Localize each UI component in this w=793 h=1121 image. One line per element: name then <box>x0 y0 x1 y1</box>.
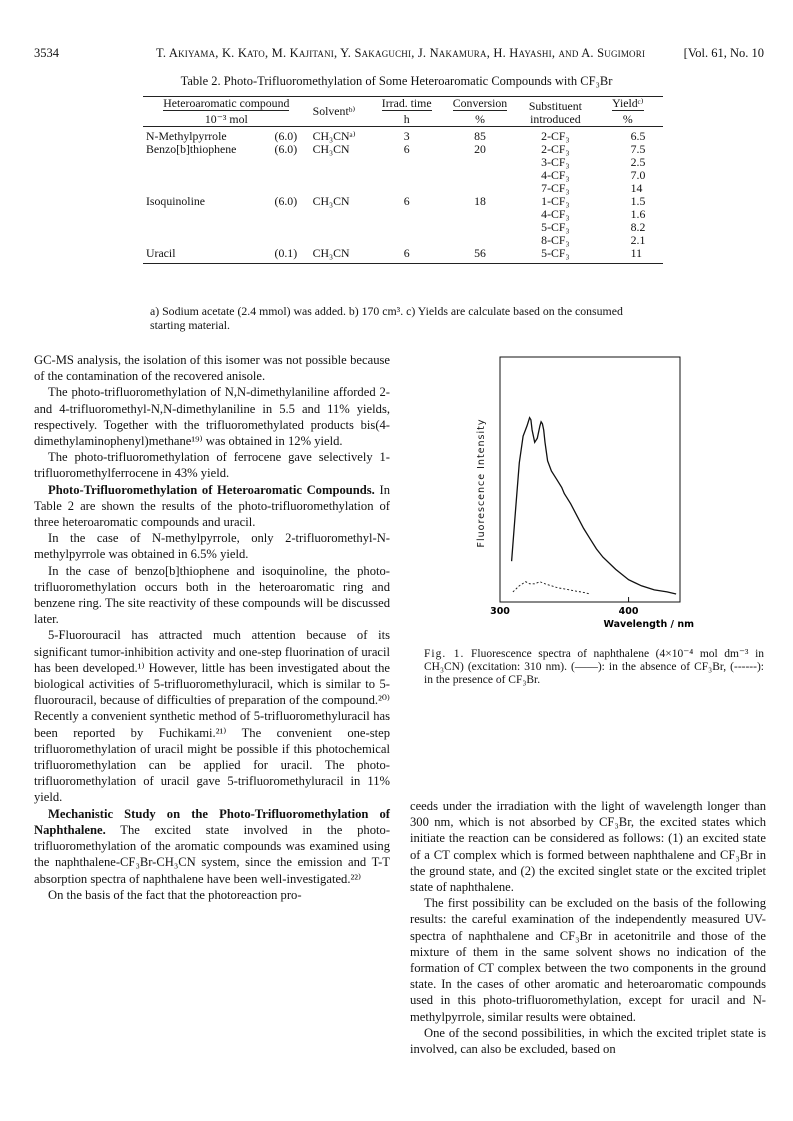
paragraph <box>34 449 390 481</box>
paragraph <box>34 806 390 887</box>
cell-compound: Benzo[b]thiophene <box>146 142 237 156</box>
th-time: Irrad. time <box>381 96 432 110</box>
th-substituent-2: introduced <box>530 112 581 126</box>
paragraph-text: The excited state involved in the photo-trifluoromethylation of the aromatic compounds was examined using the naphthalene-CF₃Br-CH₃CN system, since the emission and T-T absorption spectra of naphthalene have been well-investigated.²²⁾ <box>34 822 391 886</box>
page-number: 3534 <box>34 46 59 60</box>
th-conversion: Conversion <box>452 96 508 110</box>
th-substituent: Substituent <box>528 99 582 113</box>
cell-time: 3 <box>403 129 410 143</box>
cell-substituent: 2-CF₃ <box>541 142 570 156</box>
cell-amount <box>272 221 310 234</box>
paragraph-text: One of the second possibilities, in which the excited triplet state is involved, can also be excluded, based on <box>410 1025 766 1057</box>
cell-substituent: 8-CF₃ <box>541 233 570 247</box>
table-row <box>143 221 663 234</box>
cell-yield: 6.5 <box>630 129 646 143</box>
cell-solvent <box>310 169 372 182</box>
table-row <box>143 143 663 156</box>
cell-compound: Isoquinoline <box>146 194 205 208</box>
section-heading: Mechanistic Study on the Photo-Trifluoromethylation of Naphthalene. <box>34 806 390 837</box>
paragraph-text: On the basis of the fact that the photoreaction pro- <box>48 887 302 902</box>
cell-time <box>372 221 442 234</box>
cell-amount: (0.1) <box>274 246 298 260</box>
figure-caption <box>424 648 764 688</box>
cell-substituent: 7-CF₃ <box>541 181 570 195</box>
cell-substituent: 3-CF₃ <box>541 155 570 169</box>
cell-yield: 1.6 <box>630 207 646 221</box>
cell-amount: (6.0) <box>274 129 298 143</box>
th-yield: Yieldᶜ⁾ <box>612 96 644 110</box>
table-caption: Table 2. Photo-Trifluoromethylation of Some Heteroaromatic Compounds with CF₃Br <box>180 74 613 88</box>
table-row <box>143 127 663 144</box>
section-heading: Photo-Trifluoromethylation of Heteroaromatic Compounds. <box>48 482 375 497</box>
cell-time <box>372 208 442 221</box>
th-conversion-unit: % <box>475 112 485 126</box>
cell-amount: (6.0) <box>274 142 298 156</box>
cell-amount <box>272 208 310 221</box>
th-compound: Heteroaromatic compound <box>163 96 290 110</box>
paragraph <box>34 482 390 531</box>
cell-time <box>372 169 442 182</box>
cell-solvent: CH₃CN <box>312 194 350 208</box>
left-text-column <box>34 352 390 903</box>
cell-yield: 11 <box>630 246 642 260</box>
paragraph-text: GC-MS analysis, the isolation of this isomer was not possible because of the contamination of the recovered anisole. <box>34 353 390 384</box>
table-row <box>143 182 663 195</box>
figure-caption-text: Fluorescence spectra of naphthalene (4×10⁻⁴ mol dm⁻³ in CH₃CN) (excitation: 310 nm). (——): in the absence of CF₃Br, (------): in the presence of CF₃Br. <box>424 648 765 687</box>
table-row <box>143 247 663 264</box>
table-row <box>143 208 663 221</box>
cell-compound <box>143 208 272 221</box>
paragraph <box>34 352 390 384</box>
cell-time: 6 <box>403 246 410 260</box>
cell-conversion: 20 <box>474 142 486 156</box>
series-without-cf3br-line <box>512 418 676 594</box>
cell-yield: 2.1 <box>630 233 646 247</box>
right-text-column <box>410 798 766 1057</box>
cell-compound: Uracil <box>146 246 176 260</box>
journal-volume: [Vol. 61, No. 10 <box>683 46 764 60</box>
th-yield-unit: % <box>622 112 633 126</box>
table-row <box>143 156 663 169</box>
cell-yield: 7.0 <box>630 168 646 182</box>
paragraph-text: In Table 2 are shown the results of the photo-trifluoromethylation of three heteroaromatic compounds and uracil. <box>34 482 390 530</box>
cell-substituent: 5-CF₃ <box>541 220 570 234</box>
cell-conversion: 18 <box>474 194 486 208</box>
x-tick-label: 300 <box>490 606 510 617</box>
paragraph <box>34 887 390 903</box>
paragraph <box>410 895 766 1025</box>
cell-solvent <box>310 156 372 169</box>
y-axis-label: Fluorescence Intensity <box>476 418 487 548</box>
cell-solvent: CH₃CN <box>312 246 350 260</box>
paragraph <box>410 1025 766 1057</box>
running-authors: T. Akiyama, K. Kato, M. Kajitani, Y. Sakaguchi, J. Nakamura, H. Hayashi, and A. Sugimori <box>156 46 646 60</box>
cell-yield: 1.5 <box>630 194 646 208</box>
cell-yield: 14 <box>630 181 643 195</box>
cell-compound <box>143 156 272 169</box>
cell-time <box>372 156 442 169</box>
cell-time: 6 <box>403 142 410 156</box>
paragraph-text: The first possibility can be excluded on the basis of the following results: the careful examination of the independently measured UV-spectra of naphthalene and CF₃Br in acetonitrile and those of the mixture of them in the same solvent shows no indication of the formation of CT complex between the two components in the ground state. In the cases of other aromatic and heteroaromatic compounds used in this photo-trifluoromethylation, except for uracil and N-methylpyrrole, similar results were obtained. <box>410 896 766 1024</box>
paragraph-text: In the case of benzo[b]thiophene and isoquinoline, the photo-trifluoromethylation occurs both in the heteroaromatic ring and benzene ring. The site reactivity of these compounds will be discussed later. <box>34 563 390 627</box>
cell-substituent: 2-CF₃ <box>541 129 570 143</box>
cell-solvent: CH₃CN <box>312 142 350 156</box>
cell-solvent <box>310 208 372 221</box>
cell-amount <box>272 169 310 182</box>
paragraph-text: ceeds under the irradiation with the light of wavelength longer than 300 nm, which is not absorbed by CF₃Br, the excited states which initiate the reaction can be considered as follows: (1) an excited state of a CT complex which is formed between naphthalene and CF₃Br in the ground state, and (2) the excited singlet state or the excited triplet state of naphthalene. <box>410 799 766 895</box>
cell-conversion: 85 <box>474 129 486 143</box>
th-compound-unit: 10⁻³ mol <box>204 112 248 126</box>
cell-conversion <box>442 221 518 234</box>
paragraph <box>34 384 390 449</box>
cell-compound <box>143 221 272 234</box>
cell-substituent: 5-CF₃ <box>541 246 570 260</box>
plot-frame <box>500 357 680 602</box>
th-time-unit: h <box>403 112 410 126</box>
cell-conversion <box>442 208 518 221</box>
cell-conversion: 56 <box>474 246 486 260</box>
cell-substituent: 4-CF₃ <box>541 168 570 182</box>
table-row <box>143 195 663 208</box>
cell-yield: 8.2 <box>630 220 646 234</box>
th-solvent: Solventᵇ⁾ <box>312 104 356 118</box>
paragraph-text: In the case of N-methylpyrrole, only 2-trifluoromethyl-N-methylpyrrole was obtained in 6.5% yield. <box>34 531 390 562</box>
cell-time: 6 <box>403 194 410 208</box>
paragraph-text: 5-Fluorouracil has attracted much attention because of its significant tumor-inhibition activity and one-step fluorination of uracil has been developed.¹⁾ However, little has been investigated about the biological activities of 5-trifluoromethyluracil, which is similar to 5-fluorouracil, because of difficulties of preparation of the compound.²⁰⁾ Recently a convenient synthetic method of 5-trifluoromethyluracil has been reported by Fuchikami.²¹⁾ The convenient one-step trifluoromethylation of uracil might be possible if this photochemical trifluoromethylation can be applied for uracil. The photo-trifluoromethylation of uracil gave 5-trifluoromethyluracil in 11% yield. <box>34 628 390 805</box>
paragraph-text: The photo-trifluoromethylation of ferrocene gave selectively 1-trifluoromethylferrocene in 43% yield. <box>34 450 390 481</box>
cell-conversion <box>442 156 518 169</box>
table-row <box>143 234 663 247</box>
paragraph-text: The photo-trifluoromethylation of N,N-dimethylaniline afforded 2- and 4-trifluoromethyl-N,N-dimethylaniline in 5.5 and 11% yields, respectively. Together with the trifluoromethylated products bis(4-dimethylaminophenyl)methane¹⁹⁾ was obtained in 12% yield. <box>34 385 390 449</box>
paragraph <box>410 798 766 895</box>
cell-yield: 7.5 <box>630 142 646 156</box>
x-tick-label: 400 <box>618 606 639 617</box>
cell-substituent: 1-CF₃ <box>541 194 570 208</box>
paragraph <box>34 563 390 628</box>
figure-label: Fig. 1. <box>424 648 465 660</box>
cell-amount <box>272 156 310 169</box>
results-table <box>143 96 663 264</box>
paragraph <box>34 530 390 562</box>
cell-amount: (6.0) <box>274 194 298 208</box>
table-footnote: a) Sodium acetate (2.4 mmol) was added. b) 170 cm³. c) Yields are calculate based on the consumed starting material. <box>150 304 623 332</box>
cell-yield: 2.5 <box>630 155 646 169</box>
cell-substituent: 4-CF₃ <box>541 207 570 221</box>
cell-solvent <box>310 221 372 234</box>
paragraph <box>34 627 390 805</box>
cell-compound: N-Methylpyrrole <box>146 129 227 143</box>
fluorescence-chart <box>468 353 708 630</box>
table-row <box>143 169 663 182</box>
x-axis-label: Wavelength / nm <box>603 619 694 630</box>
series-with-cf3br-line <box>513 582 590 594</box>
cell-compound <box>143 169 272 182</box>
cell-conversion <box>442 169 518 182</box>
cell-solvent: CH₃CNᵃ⁾ <box>312 129 356 143</box>
